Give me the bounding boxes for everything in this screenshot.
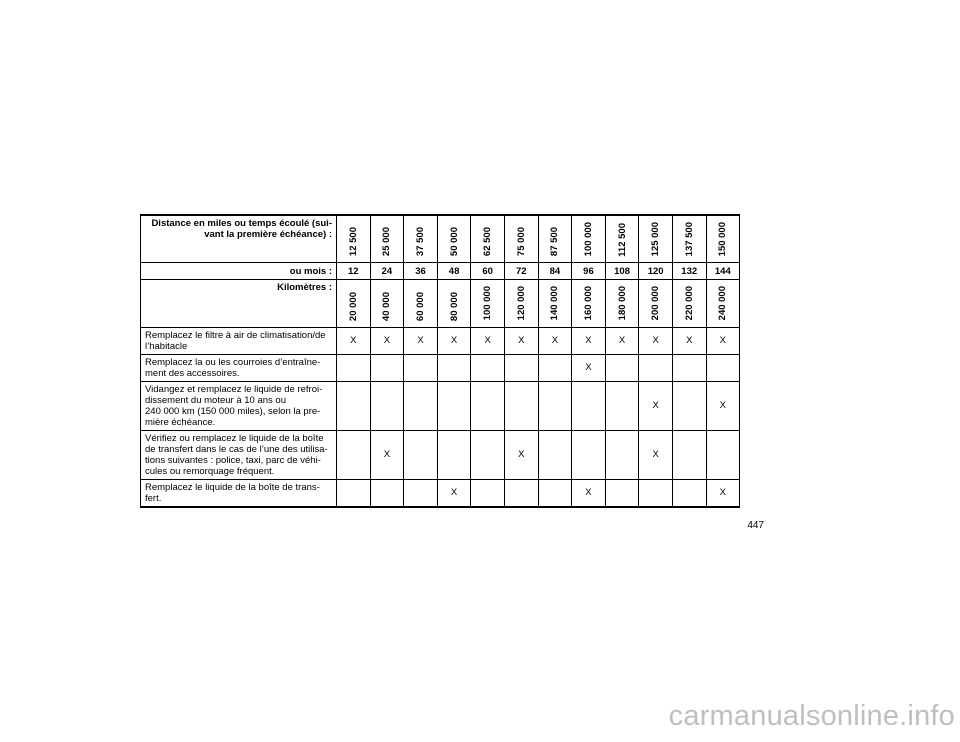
months-value: 84 [549,265,561,277]
miles-header-cell [437,215,471,263]
maintenance-schedule-table [140,214,740,508]
miles-value: 150 000 [717,222,729,257]
months-value: 96 [583,265,594,277]
kilometers-header-cell [370,280,404,327]
task-mark-cell [538,430,572,479]
months-header-cell [706,263,740,280]
task-mark-cell [672,327,706,354]
miles-header-cell [370,215,404,263]
months-value: 36 [415,265,426,277]
task-mark-cell [706,354,740,381]
task-mark-cell [370,327,404,354]
months-header-cell [471,263,505,280]
kilometers-value: 60 000 [414,291,426,321]
task-mark: X [652,400,659,412]
miles-value: 125 000 [650,222,662,257]
task-mark-cell [504,479,538,507]
task-mark-cell [437,354,471,381]
task-mark-cell [639,479,673,507]
months-header-cell [337,263,371,280]
miles-value: 137 500 [683,222,695,257]
kilometers-value: 160 000 [582,286,594,321]
task-mark-cell [538,381,572,430]
kilometers-header-cell [504,280,538,327]
kilometers-value: 240 000 [717,286,729,321]
kilometers-value: 100 000 [482,286,494,321]
task-mark-cell [437,430,471,479]
months-value: 132 [681,265,698,277]
task-mark-cell [706,479,740,507]
kilometers-header-cell [538,280,572,327]
distance-label-line1: Distance en miles ou temps écoulé (sui- [151,218,332,229]
task-description-line: de transfert dans le cas de l’une des utilisa- [145,443,328,455]
task-description-line: fert. [145,492,162,504]
distance-label-cell [141,215,337,263]
task-description-cell [141,479,337,507]
task-row [141,479,740,507]
task-mark-cell [370,354,404,381]
task-description-line: Remplacez le liquide de la boîte de trans- [145,481,320,493]
task-mark: X [551,335,559,347]
task-mark-cell [504,354,538,381]
task-mark-cell [572,479,606,507]
task-mark-cell [337,430,371,479]
task-mark-cell [605,327,639,354]
months-header-cell [404,263,438,280]
months-value: 120 [647,265,664,277]
task-description-line: Remplacez le filtre à air de climatisation/de [145,329,326,341]
months-value: 12 [348,265,359,277]
task-mark-cell [337,354,371,381]
task-mark-cell [471,327,505,354]
months-label: ou mois : [289,265,332,277]
kilometers-header-cell [471,280,505,327]
kilometers-label-cell [141,280,337,327]
months-header-cell [504,263,538,280]
task-mark-cell [471,430,505,479]
kilometers-header-cell [404,280,438,327]
kilometers-header-cell [706,280,740,327]
kilometers-header-cell [437,280,471,327]
watermark: carmanualsonline.info [668,700,955,732]
task-mark-cell [572,327,606,354]
task-description-cell [141,381,337,430]
task-mark-cell [504,430,538,479]
distance-label-line2: vant la première échéance) : [204,229,332,240]
task-mark-cell [706,430,740,479]
months-header-cell [572,263,606,280]
task-mark: X [484,335,491,347]
task-description-line: Vidangez et remplacez le liquide de refroi- [145,383,323,395]
task-description-line: tions suivantes : police, taxi, parc de véhi- [145,454,321,466]
task-description-line: l’habitacle [145,340,188,352]
task-description-line: cules ou remorquage fréquent. [145,465,275,477]
task-mark-cell [337,381,371,430]
miles-header-cell [404,215,438,263]
months-value: 60 [482,265,493,277]
task-mark-cell [605,479,639,507]
kilometers-value: 20 000 [347,291,359,321]
months-value: 48 [448,265,460,277]
task-mark-cell [437,381,471,430]
months-label-cell [141,263,337,280]
task-row [141,327,740,354]
task-mark-cell [437,479,471,507]
miles-header-cell [504,215,538,263]
kilometers-value: 220 000 [683,286,695,321]
task-mark-cell [471,354,505,381]
task-mark-cell [538,327,572,354]
miles-value: 87 500 [549,227,561,257]
task-mark: X [652,449,659,461]
page-number: 447 [747,520,764,531]
kilometers-header-cell [672,280,706,327]
task-description-cell [141,327,337,354]
task-mark-cell [538,354,572,381]
months-header-cell [639,263,673,280]
kilometers-label: Kilomètres : [277,282,332,294]
miles-value: 37 500 [414,227,426,257]
task-mark-cell [572,430,606,479]
task-mark: X [719,400,726,412]
task-mark-cell [370,479,404,507]
task-mark: X [518,449,525,461]
kilometers-value: 140 000 [549,286,561,321]
task-mark-cell [572,381,606,430]
miles-header-row [141,215,740,263]
miles-header-cell [639,215,673,263]
task-mark-cell [639,327,673,354]
miles-value: 62 500 [482,227,494,257]
task-mark-cell [672,381,706,430]
kilometers-value: 200 000 [650,286,662,321]
months-header-cell [672,263,706,280]
miles-header-cell [605,215,639,263]
task-mark-cell [639,430,673,479]
task-mark-cell [538,479,572,507]
task-mark: X [450,487,458,499]
months-value: 24 [381,265,393,277]
task-mark-cell [504,381,538,430]
task-mark-cell [404,354,438,381]
task-mark-cell [404,479,438,507]
miles-header-cell [706,215,740,263]
task-row [141,430,740,479]
miles-value: 25 000 [381,227,393,257]
task-mark-cell [605,381,639,430]
task-description-line: Vérifiez ou remplacez le liquide de la boîte [145,432,324,444]
miles-value: 112 500 [616,222,628,257]
kilometers-header-cell [572,280,606,327]
task-mark-cell [471,381,505,430]
task-mark-cell [706,381,740,430]
task-mark-cell [471,479,505,507]
task-mark-cell [639,381,673,430]
task-mark: X [518,335,525,347]
kilometers-value: 40 000 [381,291,393,321]
task-mark-cell [639,354,673,381]
miles-value: 75 000 [515,227,527,257]
task-mark-cell [437,327,471,354]
miles-header-cell [471,215,505,263]
task-description-cell [141,354,337,381]
miles-header-cell [572,215,606,263]
task-mark-cell [672,354,706,381]
task-mark: X [585,335,592,347]
task-description-line: dissement du moteur à 10 ans ou [145,394,287,406]
task-mark-cell [337,327,371,354]
miles-value: 12 500 [347,227,359,257]
task-mark-cell [672,479,706,507]
task-row [141,354,740,381]
months-header-row [141,263,740,280]
miles-value: 100 000 [582,222,594,257]
task-mark: X [686,335,693,347]
miles-header-cell [538,215,572,263]
task-mark: X [383,449,391,461]
task-mark: X [719,335,726,347]
task-mark: X [585,362,592,374]
task-description-line: mière échéance. [145,416,216,428]
miles-value: 50 000 [448,227,460,257]
task-mark-cell [504,327,538,354]
kilometers-value: 180 000 [616,286,628,321]
months-value: 144 [714,265,731,277]
task-mark-cell [337,479,371,507]
months-value: 72 [515,265,527,277]
task-mark: X [618,335,626,347]
task-mark: X [383,335,391,347]
task-mark: X [450,335,458,347]
kilometers-header-cell [639,280,673,327]
months-header-cell [605,263,639,280]
miles-header-cell [337,215,371,263]
task-description-cell [141,430,337,479]
task-mark-cell [605,354,639,381]
months-value: 108 [614,265,630,277]
task-mark: X [719,487,726,499]
task-mark: X [585,487,592,499]
task-mark-cell [672,430,706,479]
task-mark-cell [404,430,438,479]
task-mark-cell [404,327,438,354]
task-mark-cell [370,430,404,479]
schedule-table-body [141,215,740,507]
task-mark-cell [706,327,740,354]
kilometers-header-cell [337,280,371,327]
kilometers-value: 120 000 [515,286,527,321]
task-mark: X [350,335,357,347]
months-header-cell [437,263,471,280]
task-description-line: Remplacez la ou les courroies d’entraîne- [145,356,321,368]
task-mark: X [417,335,424,347]
kilometers-header-row [141,280,740,327]
kilometers-header-cell [605,280,639,327]
task-mark-cell [404,381,438,430]
task-mark-cell [605,430,639,479]
task-description-line: ment des accessoires. [145,367,240,379]
task-row [141,381,740,430]
task-mark-cell [572,354,606,381]
kilometers-value: 80 000 [448,291,460,321]
months-header-cell [370,263,404,280]
miles-header-cell [672,215,706,263]
months-header-cell [538,263,572,280]
task-description-line: 240 000 km (150 000 miles), selon la pre- [145,405,321,417]
task-mark: X [652,335,659,347]
task-mark-cell [370,381,404,430]
